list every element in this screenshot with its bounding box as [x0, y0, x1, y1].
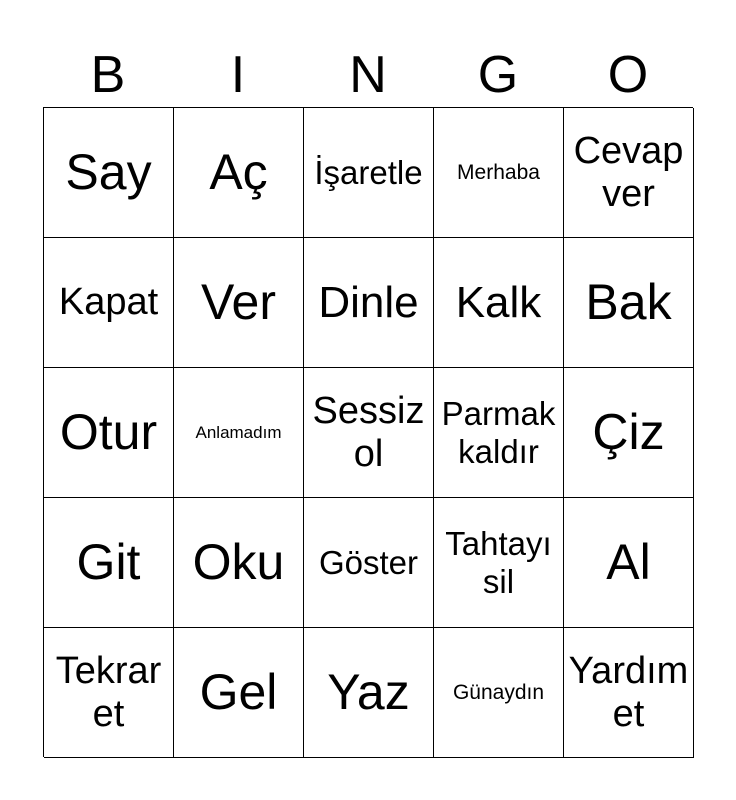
- bingo-cell[interactable]: Ver: [174, 238, 304, 368]
- bingo-card: [43, 107, 693, 757]
- bingo-cell[interactable]: Çiz: [564, 368, 694, 498]
- bingo-cell[interactable]: Cevap ver: [564, 108, 694, 238]
- header-letter-n: N: [349, 46, 387, 104]
- bingo-cell[interactable]: İşaretle: [304, 108, 434, 238]
- bingo-cell[interactable]: Al: [564, 498, 694, 628]
- bingo-cell[interactable]: Tekrar et: [44, 628, 174, 758]
- bingo-cell[interactable]: Parmak kaldır: [434, 368, 564, 498]
- bingo-cell[interactable]: Göster: [304, 498, 434, 628]
- bingo-cell[interactable]: Kalk: [434, 238, 564, 368]
- bingo-cell[interactable]: Kapat: [44, 238, 174, 368]
- bingo-cell[interactable]: Say: [44, 108, 174, 238]
- bingo-cell[interactable]: Git: [44, 498, 174, 628]
- bingo-cell[interactable]: Anlamadım: [174, 368, 304, 498]
- bingo-cell[interactable]: Gel: [174, 628, 304, 758]
- header-letter-g: G: [477, 46, 519, 104]
- bingo-cell[interactable]: Bak: [564, 238, 694, 368]
- bingo-cell[interactable]: Otur: [44, 368, 174, 498]
- bingo-cell[interactable]: Sessiz ol: [304, 368, 434, 498]
- bingo-cell[interactable]: Oku: [174, 498, 304, 628]
- header-letter-i: I: [230, 46, 246, 104]
- bingo-cell[interactable]: Yaz: [304, 628, 434, 758]
- header-letter-b: B: [90, 46, 126, 104]
- bingo-cell[interactable]: Günaydın: [434, 628, 564, 758]
- bingo-cell[interactable]: Yardım et: [564, 628, 694, 758]
- bingo-header: [43, 44, 693, 106]
- header-letter-o: O: [607, 46, 649, 104]
- bingo-cell[interactable]: Aç: [174, 108, 304, 238]
- bingo-cell[interactable]: Dinle: [304, 238, 434, 368]
- bingo-cell[interactable]: Merhaba: [434, 108, 564, 238]
- bingo-cell[interactable]: Tahtayı sil: [434, 498, 564, 628]
